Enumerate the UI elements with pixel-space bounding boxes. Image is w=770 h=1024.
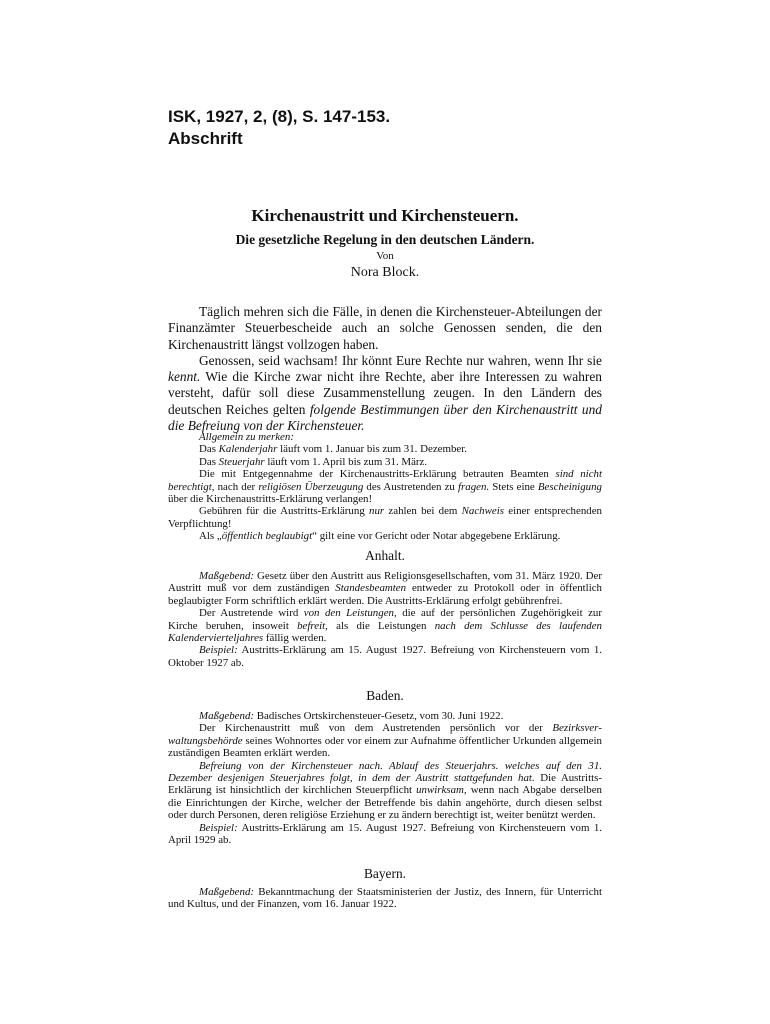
document-label: Abschrift: [168, 129, 243, 148]
intro-paragraph: Genossen, seid wachsam! Ihr könnt Eure Rechte nur wahren, wenn Ihr sie kennt. Wie die Kirche zwar nicht ihre Rechte, aber ihre Interessen zu wahren versteht, dafür soll diese Zusammenstellung zeugen. In den Ländern des deutschen Reiches gelten folgende Bestimmungen über den Kirchenaustritt und die Befreiung von der Kirchensteuer.: [168, 352, 602, 434]
general-note: Die mit Entgegennahme der Kirchenaustritts-Erklärung betrauten Beamten sind nicht berechtigt, nach der religiösen Überzeugung des Austretenden zu fragen. Stets eine Bescheinigung über die Kirchenaustritts-Erklärung verlangen!: [168, 468, 602, 506]
general-notes: [168, 431, 602, 543]
byline-prefix: Von: [376, 250, 394, 262]
section-bayern: [168, 886, 602, 911]
bayern-paragraph: Maßgebend: Bekanntmachung der Staatsministerien der Justiz, des Innern, für Unterricht und Kultus, und der Finanzen, vom 16. Januar 1922.: [168, 886, 602, 911]
baden-paragraph: Der Kirchenaustritt muß von dem Austretenden persönlich vor der Bezirksverwaltungsbehörde seines Wohnortes oder vor einem zur Aufnahme öffentlicher Urkunden allgemein zuständigen Beamten erklärt werden.: [168, 722, 602, 760]
general-heading: Allgemein zu merken:: [199, 431, 294, 443]
author-name: Nora Block.: [350, 265, 420, 280]
baden-paragraph: Befreiung von der Kirchensteuer nach. Ablauf des Steuerjahrs. welches auf den 31. Dezember desjenigen Steuerjahres folgt, in dem der Austritt stattgefunden hat. Die Austritts-Erklärung ist hinsichtlich der kirchlichen Steuerpflicht unwirksam, wenn nach Abgabe derselben die Einrichtungen der Kirche, welcher der Betreffende bis dahin angehörte, durch diesen selbst oder durch Personen, deren religiöse Erziehung er zu ändern berechtigt ist, weiter benützt werden.: [168, 759, 602, 822]
anhalt-paragraph: Maßgebend: Gesetz über den Austritt aus Religionsgesellschaften, vom 31. März 1920. Der Austritt muß vor dem zuständigen Standesbeamten entweder zu Protokoll oder in öffentlich beglaubigter Form schriftlich erklärt werden. Die Austritts-Erklärung erfolgt gebührenfrei.: [168, 570, 602, 607]
citation: ISK, 1927, 2, (8), S. 147-153.: [168, 107, 391, 126]
general-note: Das Steuerjahr läuft vom 1. April bis zum 31. März.: [199, 455, 428, 468]
article-subtitle: Die gesetzliche Regelung in den deutschen Ländern.: [235, 232, 535, 247]
section-heading-bayern: Bayern.: [363, 866, 407, 881]
general-note: Als „öffentlich beglaubigt“ gilt eine vor Gericht oder Notar abgegebene Erklärung.: [199, 530, 561, 543]
section-anhalt: [168, 570, 602, 669]
document-header: [168, 106, 390, 150]
anhalt-paragraph: Beispiel: Austritts-Erklärung am 15. August 1927. Befreiung von Kirchensteuern vom 1. Oktober 1927 ab.: [168, 644, 602, 669]
baden-paragraph: Beispiel: Austritts-Erklärung am 15. August 1927. Befreiung von Kirchensteuern vom 1. April 1929 ab.: [168, 821, 602, 847]
section-heading-baden: Baden.: [366, 688, 404, 703]
general-note: Das Kalenderjahr läuft vom 1. Januar bis zum 31. Dezember.: [199, 443, 467, 456]
section-heading-anhalt: Anhalt.: [365, 548, 405, 563]
section-baden: [168, 710, 602, 846]
anhalt-paragraph: Der Austretende wird von den Leistungen, die auf der persönlichen Zugehörigkeit zur Kirche beruhen, insoweit befreit, als die Leistungen nach dem Schlusse des laufenden Kalendervierteljahres fällig werden.: [168, 607, 602, 645]
intro-section: [168, 304, 602, 434]
article-title: Kirchenaustritt und Kirchensteuern.: [251, 206, 519, 225]
general-note: Gebühren für die Austritts-Erklärung nur zahlen bei dem Nachweis einer entsprechenden Verpflichtung!: [168, 505, 602, 530]
intro-paragraph: Täglich mehren sich die Fälle, in denen die Kirchensteuer-Abteilungen der Finanzämter Steuerbescheide auch an solche Genossen senden, die den Kirchenaustritt längst vollzogen haben.: [168, 304, 602, 352]
baden-paragraph: Maßgebend: Badisches Ortskirchensteuer-Gesetz, vom 30. Juni 1922.: [199, 710, 504, 722]
